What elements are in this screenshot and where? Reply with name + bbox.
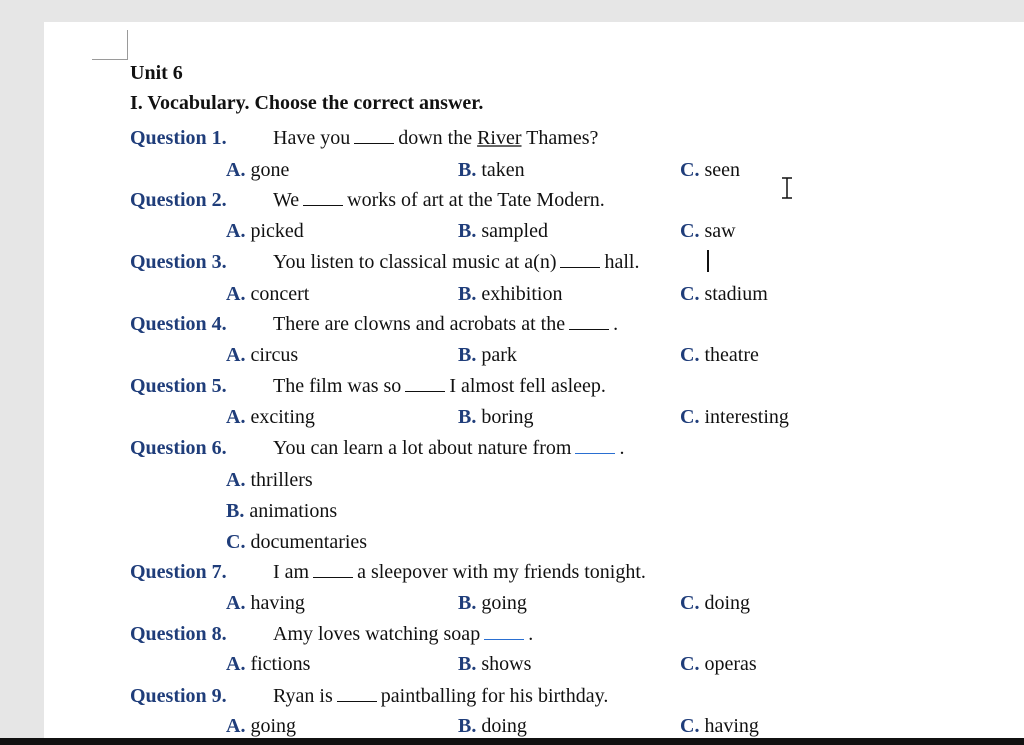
option-b: B. sampled: [458, 220, 548, 242]
screen-bottom-edge: [0, 738, 1024, 745]
question-label: Question 6.: [130, 437, 227, 459]
option-c: C. interesting: [680, 406, 789, 428]
option-a: A. having: [226, 592, 305, 614]
option-c: C. stadium: [680, 283, 768, 305]
option-c: C. operas: [680, 653, 757, 675]
option-b: B. animations: [226, 500, 338, 522]
option-a: A. fictions: [226, 653, 311, 675]
option-a: A. concert: [226, 283, 310, 305]
question-label: Question 3.: [130, 251, 227, 273]
answer-blank: [569, 311, 609, 330]
answer-blank: [575, 435, 615, 454]
option-a: A. circus: [226, 344, 299, 366]
option-b: B. shows: [458, 653, 532, 675]
option-b: B. taken: [458, 159, 525, 181]
option-a: A. going: [226, 715, 297, 737]
option-c: C. theatre: [680, 344, 759, 366]
option-a: A. gone: [226, 159, 290, 181]
answer-blank: [484, 621, 524, 640]
question-label: Question 9.: [130, 685, 227, 707]
question-text[interactable]: Have you down the River Thames?: [273, 127, 599, 149]
unit-title: Unit 6: [130, 62, 183, 84]
option-a: A. exciting: [226, 406, 315, 428]
text-caret: [707, 250, 709, 272]
answer-blank: [337, 683, 377, 702]
option-b: B. boring: [458, 406, 534, 428]
option-b: B. park: [458, 344, 517, 366]
option-c: C. doing: [680, 592, 751, 614]
question-text[interactable]: You can learn a lot about nature from .: [273, 437, 625, 459]
question-text[interactable]: I am a sleepover with my friends tonight.: [273, 561, 646, 583]
margin-corner-mark-vertical: [127, 30, 128, 60]
margin-corner-mark: [92, 59, 128, 60]
question-text[interactable]: There are clowns and acrobats at the .: [273, 313, 619, 335]
answer-blank: [405, 373, 445, 392]
answer-blank: [560, 249, 600, 268]
option-a: A. thrillers: [226, 469, 313, 491]
option-a: A. picked: [226, 220, 304, 242]
question-text[interactable]: You listen to classical music at a(n) hall.: [273, 251, 640, 273]
question-label: Question 7.: [130, 561, 227, 583]
question-text[interactable]: Amy loves watching soap .: [273, 623, 534, 645]
option-c: C. having: [680, 715, 759, 737]
section-heading: I. Vocabulary. Choose the correct answer.: [130, 92, 484, 114]
option-b: B. doing: [458, 715, 527, 737]
question-label: Question 4.: [130, 313, 227, 335]
question-text[interactable]: The film was so I almost fell asleep.: [273, 375, 606, 397]
question-label: Question 1.: [130, 127, 227, 149]
question-text[interactable]: Ryan is paintballing for his birthday.: [273, 685, 609, 707]
option-c: C. saw: [680, 220, 736, 242]
option-b: B. exhibition: [458, 283, 563, 305]
question-label: Question 8.: [130, 623, 227, 645]
question-text[interactable]: We works of art at the Tate Modern.: [273, 189, 605, 211]
spellcheck-word: River: [477, 127, 522, 149]
answer-blank: [313, 559, 353, 578]
option-c: C. documentaries: [226, 531, 368, 553]
ibeam-cursor-icon: [781, 176, 793, 200]
answer-blank: [354, 125, 394, 144]
question-label: Question 5.: [130, 375, 227, 397]
question-label: Question 2.: [130, 189, 227, 211]
option-b: B. going: [458, 592, 527, 614]
option-c: C. seen: [680, 159, 740, 181]
answer-blank: [303, 187, 343, 206]
